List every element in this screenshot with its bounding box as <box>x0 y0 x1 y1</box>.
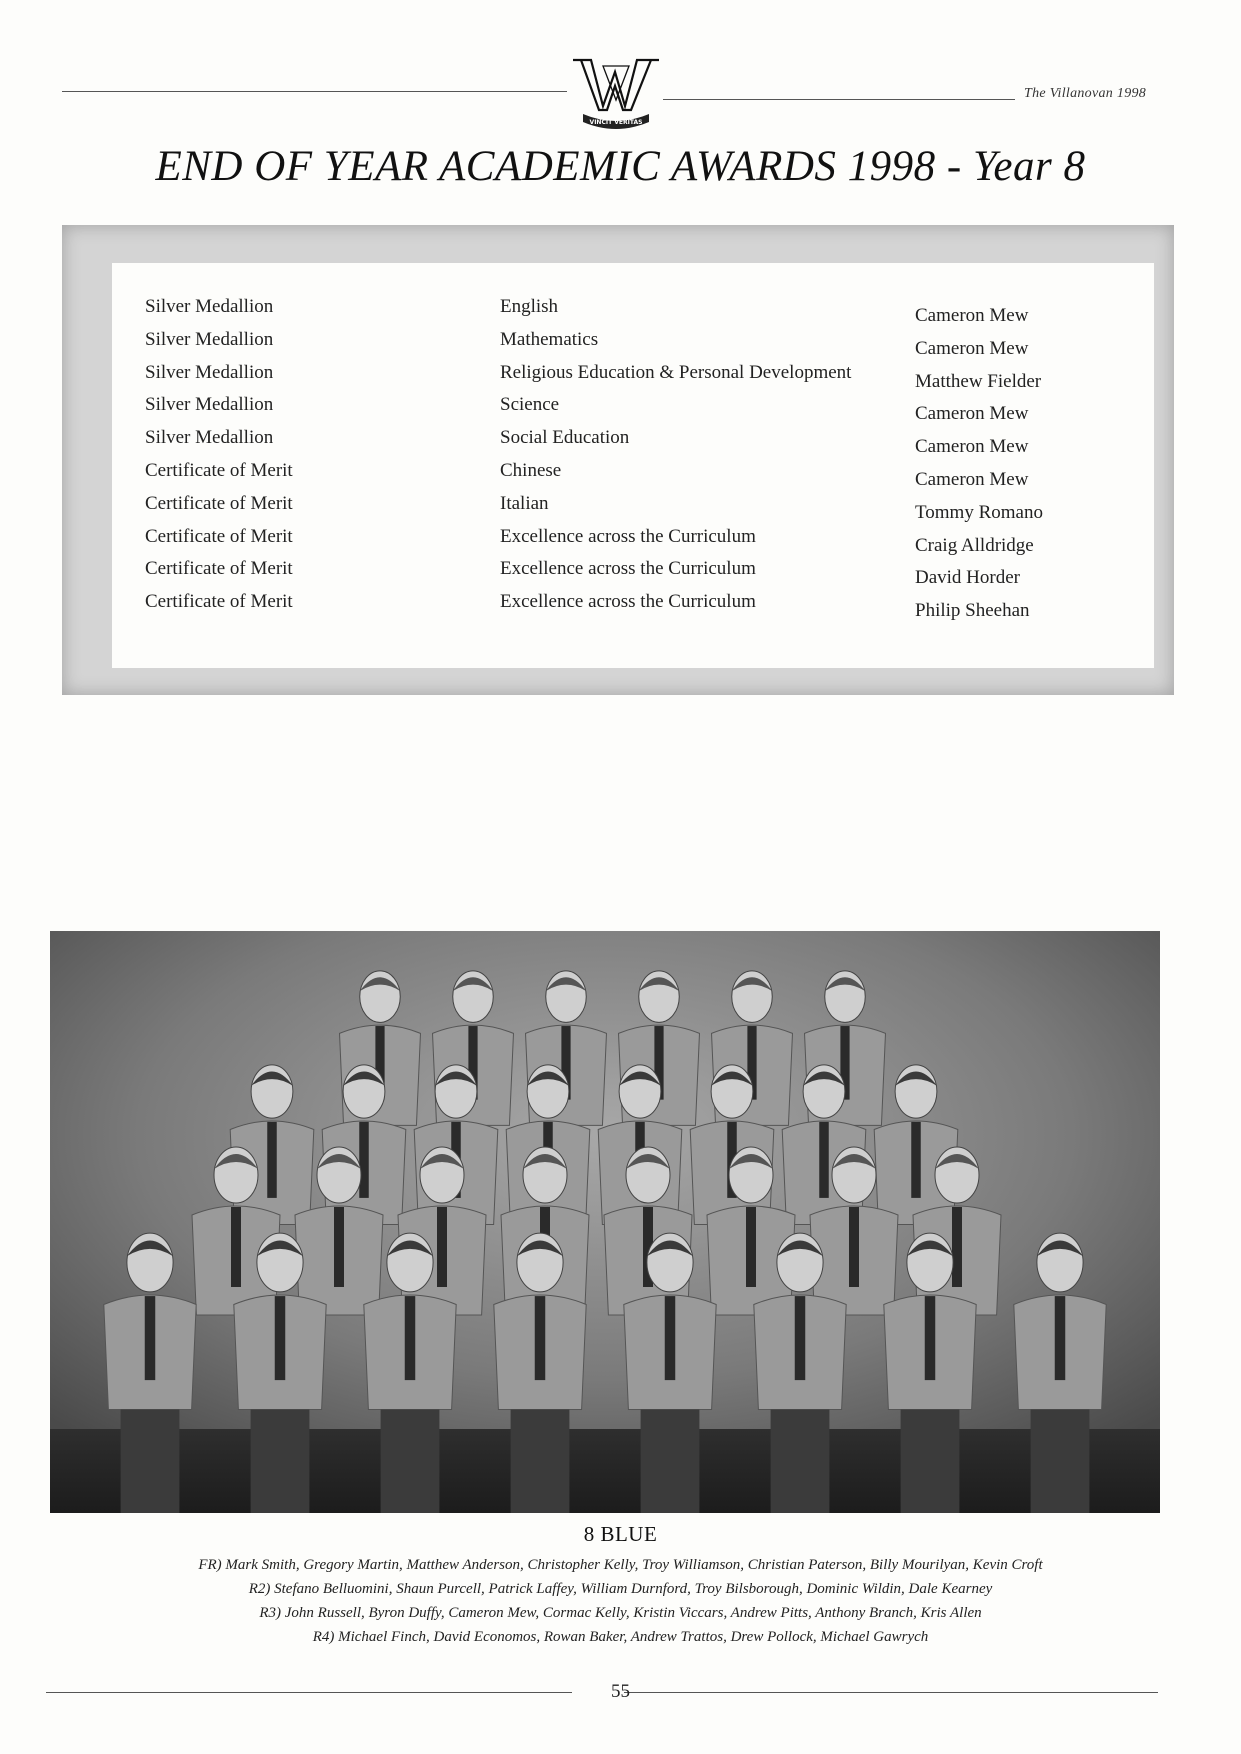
award-recipient: Craig Alldridge <box>915 534 1034 556</box>
award-type: Certificate of Merit <box>145 459 293 481</box>
award-recipient: Philip Sheehan <box>915 600 1030 622</box>
award-recipient: Cameron Mew <box>915 468 1029 490</box>
award-recipient: Cameron Mew <box>915 403 1029 425</box>
award-type: Certificate of Merit <box>145 492 293 514</box>
page-number: 55 <box>611 1681 630 1702</box>
page-title: END OF YEAR ACADEMIC AWARDS 1998 - Year 8 <box>155 143 1086 190</box>
award-subject: Excellence across the Curriculum <box>500 591 756 613</box>
award-type: Certificate of Merit <box>145 591 293 613</box>
award-type: Silver Medallion <box>145 427 274 449</box>
award-type: Silver Medallion <box>145 361 274 383</box>
award-recipient: Cameron Mew <box>915 436 1029 458</box>
award-recipient: Matthew Fielder <box>915 370 1042 392</box>
photo-caption-title: 8 BLUE <box>583 1522 658 1546</box>
award-type: Certificate of Merit <box>145 558 293 580</box>
award-subject: Chinese <box>500 459 562 481</box>
recipient-column <box>915 300 1043 628</box>
award-type: Silver Medallion <box>145 296 274 317</box>
award-column <box>145 291 293 619</box>
award-type: Silver Medallion <box>145 394 274 416</box>
award-subject: Religious Education & Personal Development <box>500 361 852 383</box>
award-subject: Social Education <box>500 427 630 449</box>
subject-column <box>500 291 851 619</box>
caption-row-front: FR) Mark Smith, Gregory Martin, Matthew Anderson, Christopher Kelly, Troy Williamson, Christian Paterson, Billy Mourilyan, Kevin Croft <box>198 1557 1043 1573</box>
header-rule-left <box>62 91 567 92</box>
award-type: Silver Medallion <box>145 328 274 350</box>
caption-row-2: R2) Stefano Belluomini, Shaun Purcell, Patrick Laffey, William Durnford, Troy Bilsborough, Dominic Wildin, Dale Kearney <box>248 1581 993 1597</box>
award-subject: Science <box>500 394 560 416</box>
award-recipient: David Horder <box>915 567 1020 589</box>
award-recipient: Cameron Mew <box>915 337 1029 359</box>
header-rule-right <box>663 99 1015 100</box>
award-subject: Mathematics <box>500 328 599 350</box>
running-head: The Villanovan 1998 <box>1024 86 1147 101</box>
award-subject: Excellence across the Curriculum <box>500 525 756 547</box>
award-subject: English <box>500 296 559 317</box>
award-subject: Italian <box>500 492 549 514</box>
caption-row-4: R4) Michael Finch, David Economos, Rowan Baker, Andrew Trattos, Drew Pollock, Michael Gawrych <box>312 1629 929 1645</box>
award-subject: Excellence across the Curriculum <box>500 558 756 580</box>
crest-motto: VINCIT VERITAS <box>589 119 643 126</box>
school-crest-icon <box>567 52 665 130</box>
award-type: Certificate of Merit <box>145 525 293 547</box>
caption-row-3: R3) John Russell, Byron Duffy, Cameron Mew, Cormac Kelly, Kristin Viccars, Andrew Pitts, Anthony Branch, Kris Allen <box>259 1605 982 1621</box>
award-recipient: Cameron Mew <box>915 305 1029 326</box>
class-photo <box>50 931 1160 1513</box>
award-recipient: Tommy Romano <box>915 501 1043 523</box>
